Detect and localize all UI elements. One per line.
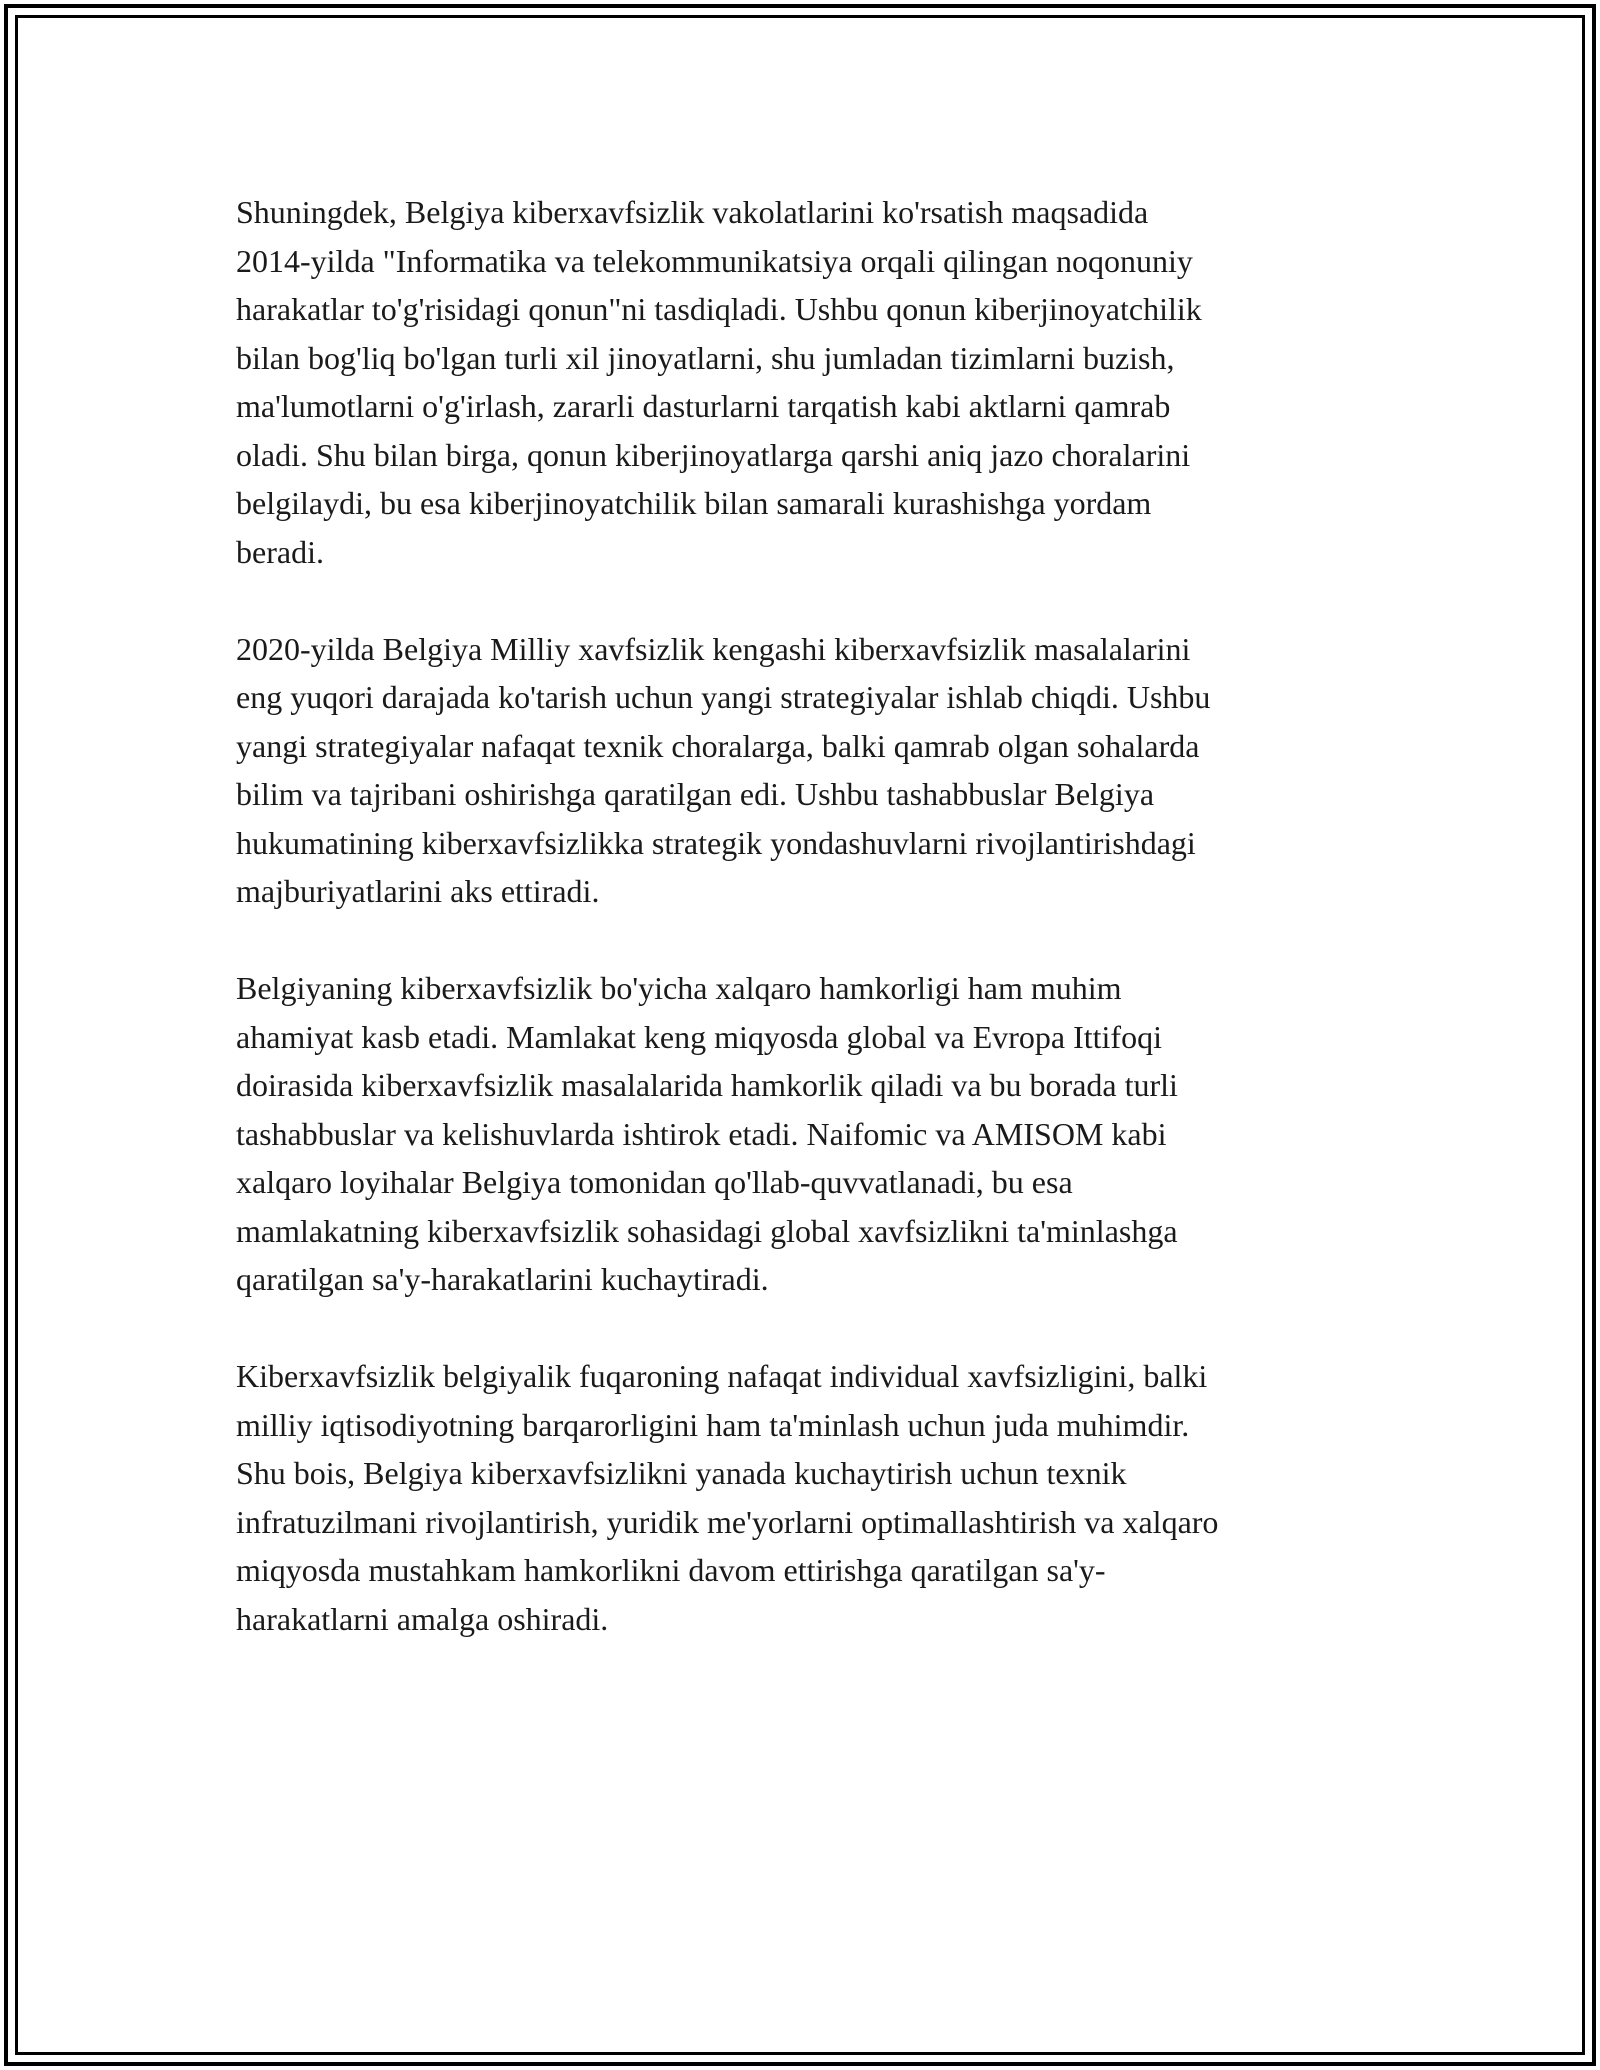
paragraph-2: 2020-yilda Belgiya Milliy xavfsizlik kengashi kiberxavfsizlik masalalarini eng yuqori darajada ko'tarish uchun yangi strategiyalar ishlab chiqdi. Ushbu yangi strategiyalar nafaqat texnik choralarga, balki qamrab olgan sohalarda bilim va tajribani oshirishga qaratilgan edi. Ushbu tashabbuslar Belgiya hukumatining kiberxavfsizlikka strategik yondashuvlarni rivojlantirishdagi majburiyatlarini aks ettiradi. — [236, 630, 1211, 909]
document-body — [236, 188, 1376, 1692]
paragraph-3: Belgiyaning kiberxavfsizlik bo'yicha xalqaro hamkorligi ham muhim ahamiyat kasb etadi. Mamlakat keng miqyosda global va Evropa Ittifoqi doirasida kiberxavfsizlik masalalarida hamkorlik qiladi va bu borada turli tashabbuslar va kelishuvlarda ishtirok etadi. Naifomic va AMISOM kabi xalqaro loyihalar Belgiya tomonidan qo'llab-quvvatlanadi, bu esa mamlakatning kiberxavfsizlik sohasidagi global xavfsizlikni ta'minlashga qaratilgan sa'y-harakatlarini kuchaytiradi. — [236, 970, 1178, 1297]
paragraph-4: Kiberxavfsizlik belgiyalik fuqaroning nafaqat individual xavfsizligini, balki milliy iqtisodiyotning barqarorligini ham ta'minlash uchun juda muhimdir. Shu bois, Belgiya kiberxavfsizlikni yanada kuchaytirish uchun texnik infratuzilmani rivojlantirish, yuridik me'yorlarni optimallashtirish va xalqaro miqyosda mustahkam hamkorlikni davom ettirishga qaratilgan sa'y- harakatlarni amalga oshiradi. — [236, 1358, 1219, 1637]
paragraph-1: Shuningdek, Belgiya kiberxavfsizlik vakolatlarini ko'rsatish maqsadida 2014-yilda "Informatika va telekommunikatsiya orqali qilingan noqonuniy harakatlar to'g'risidagi qonun"ni tasdiqladi. Ushbu qonun kiberjinoyatchilik bilan bog'liq bo'lgan turli xil jinoyatlarni, shu jumladan tizimlarni buzish, ma'lumotlarni o'g'irlash, zararli dasturlarni tarqatish kabi aktlarni qamrab oladi. Shu bilan birga, qonun kiberjinoyatlarga qarshi aniq jazo choralarini belgilaydi, bu esa kiberjinoyatchilik bilan samarali kurashishga yordam beradi. — [236, 194, 1202, 570]
